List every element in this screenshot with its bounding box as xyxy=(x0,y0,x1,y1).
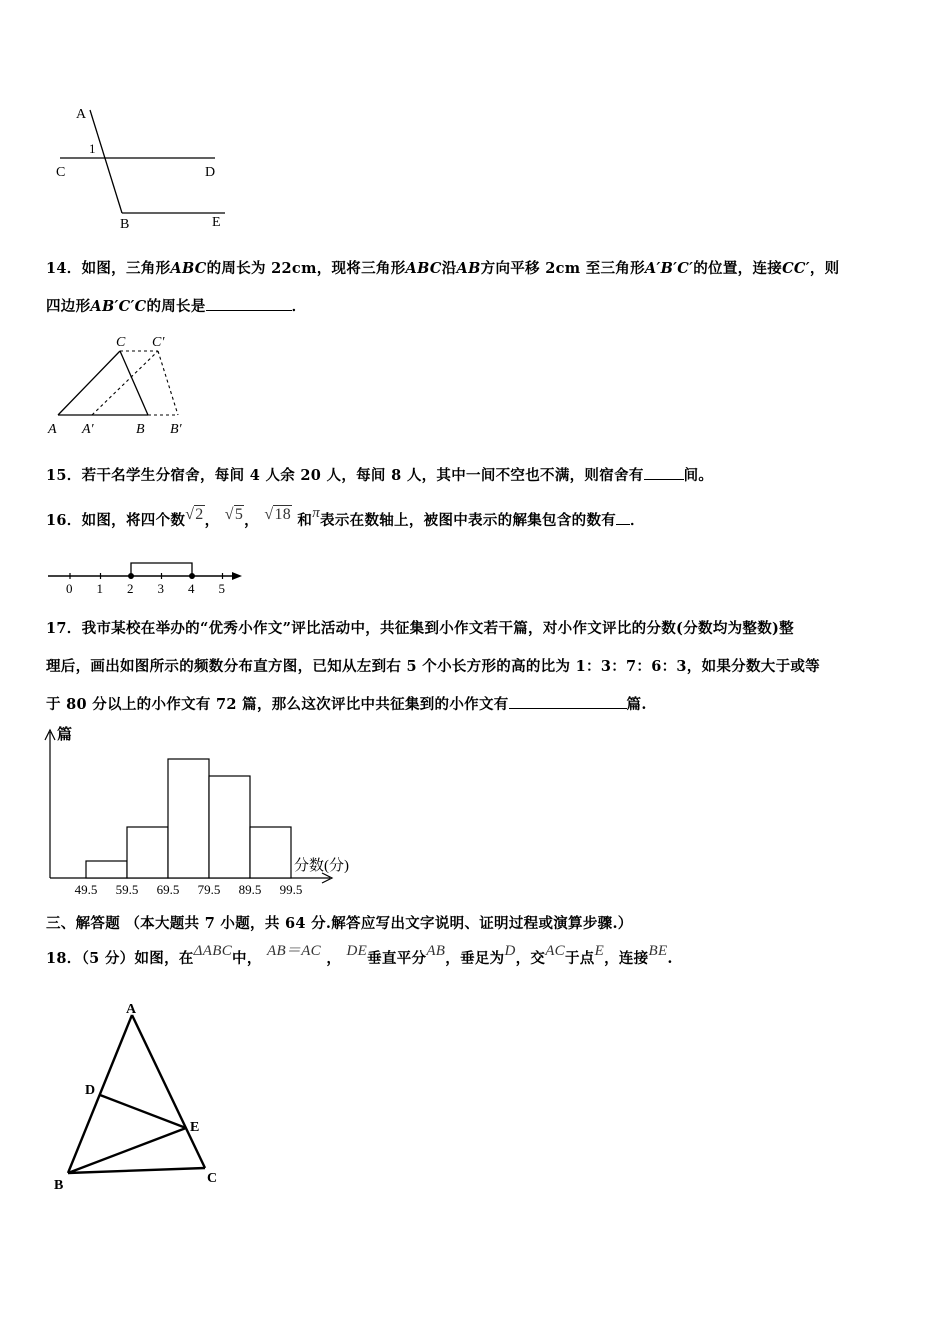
histogram-bar-5 xyxy=(250,827,291,878)
question-17-line-2: 理后，画出如图所示的频数分布直方图，已知从左到右 5 个小长方形的高的比为 1：3：7：6：3，如果分数大于或等 xyxy=(46,658,820,675)
figure-isosceles-triangle xyxy=(48,998,238,1198)
histogram-bar-2 xyxy=(127,827,168,878)
bin-edge-label: 59.5 xyxy=(115,882,139,897)
label-c-prime: C′ xyxy=(152,335,165,350)
answer-blank-14 xyxy=(206,294,292,311)
label-a-prime: A′ xyxy=(82,422,94,437)
side-ab xyxy=(68,1015,132,1173)
axis-tick-label-4: 4 xyxy=(188,581,195,596)
y-axis-label: 篇 xyxy=(57,727,73,743)
label-b: B xyxy=(136,422,145,437)
axis-arrow xyxy=(232,572,242,580)
question-14-line-2: 四边形AB′C′C的周长是 ． xyxy=(46,288,906,326)
figure-translated-triangles xyxy=(44,330,204,440)
axis-tick-label-0: 0 xyxy=(66,581,73,596)
axis-tick-label-1: 1 xyxy=(96,581,103,596)
answer-blank-16 xyxy=(616,508,630,525)
question-15: 15．若干名学生分宿舍，每间 4 人余 20 人，每间 8 人，其中一间不空也不满，则宿舍有 间。 xyxy=(46,457,906,495)
pi-symbol: π xyxy=(312,505,321,521)
label-e: E xyxy=(212,215,221,230)
answer-blank-15 xyxy=(644,463,684,480)
sqrt-18: √18 xyxy=(264,506,292,523)
axis-tick-label-2: 2 xyxy=(127,581,134,596)
question-14-line-1: 14．如图，三角形ABC的周长为 22cm，现将三角形ABC沿AB方向平移 2cm 至三角形A′B′C′的位置，连接CC′，则 xyxy=(46,260,840,277)
line-transversal xyxy=(90,110,122,213)
label-a: A xyxy=(76,107,87,122)
question-17 xyxy=(46,610,906,724)
histogram-chart xyxy=(40,722,370,902)
label-a: A xyxy=(48,422,57,437)
label-c: C xyxy=(56,165,66,180)
histogram-bar-1 xyxy=(86,861,127,878)
segment-be xyxy=(68,1128,186,1173)
x-axis-label: 分数(分) xyxy=(294,858,349,874)
section-3-heading: 三、解答题 （本大题共 7 小题，共 64 分.解答应写出文字说明、证明过程或演算步骤.） xyxy=(46,915,633,932)
label-angle-1: 1 xyxy=(89,141,96,156)
label-e: E xyxy=(190,1120,200,1135)
axis-tick-label-5: 5 xyxy=(218,581,225,596)
side-cpbp xyxy=(158,351,178,415)
label-b: B xyxy=(54,1178,64,1193)
sqrt-5: √5 xyxy=(224,506,244,523)
label-c: C xyxy=(116,335,126,350)
label-d: D xyxy=(205,165,216,180)
bin-edge-label: 89.5 xyxy=(238,882,262,897)
label-b: B xyxy=(120,217,130,232)
question-16: 16．如图，将四个数√2， √5， √18 和π表示在数轴上，被图中表示的解集包含的数有 ． xyxy=(46,505,645,529)
answer-blank-17 xyxy=(509,692,627,709)
label-b-prime: B′ xyxy=(170,422,182,437)
side-apcp xyxy=(92,351,158,415)
side-bc xyxy=(68,1168,205,1173)
figure-parallel-lines xyxy=(50,100,240,235)
question-17-line-3: 于 80 分以上的小作文有 72 篇，那么这次评比中共征集到的小作文有 篇. xyxy=(46,686,906,724)
label-c: C xyxy=(207,1171,218,1186)
side-cb xyxy=(120,351,148,415)
figure-number-line xyxy=(44,555,249,600)
label-d: D xyxy=(85,1083,96,1098)
question-14 xyxy=(46,250,906,326)
bin-edge-label: 79.5 xyxy=(197,882,221,897)
side-ac xyxy=(58,351,120,415)
bin-edge-label: 49.5 xyxy=(74,882,98,897)
histogram-bar-4 xyxy=(209,776,250,878)
question-18: 18．（5 分）如图，在ΔABC中， AB＝AC ， DE垂直平分AB，垂足为D，交AC于点E，连接BE. xyxy=(46,943,673,967)
label-a: A xyxy=(126,1002,137,1017)
sqrt-2: √2 xyxy=(185,506,204,523)
bin-edge-label: 99.5 xyxy=(279,882,303,897)
question-17-line-1: 17．我市某校在举办的“优秀小作文”评比活动中，共征集到小作文若干篇，对小作文评比的分数(分数均为整数)整 xyxy=(46,620,794,637)
histogram-bar-3 xyxy=(168,759,209,878)
axis-tick-label-3: 3 xyxy=(157,581,164,596)
bin-edge-label: 69.5 xyxy=(156,882,180,897)
